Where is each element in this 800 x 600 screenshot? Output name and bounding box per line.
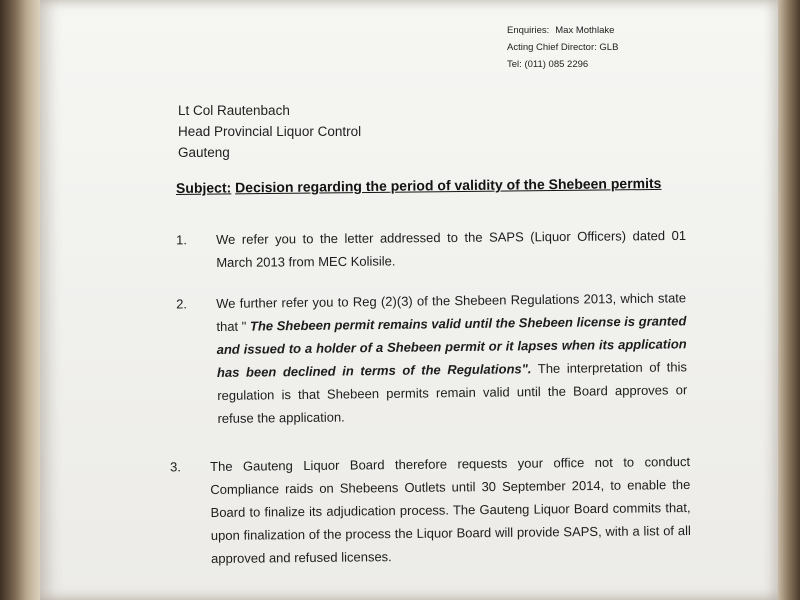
regulation-quote: The Shebeen permit remains valid until the Shebeen license is granted and issued to a holder of a Shebeen permit or it lapses when its application has been declined in terms of the Regulations". xyxy=(216,313,687,380)
letter-page xyxy=(40,0,778,600)
telephone-label: Tel: xyxy=(507,59,522,70)
subject-text: Decision regarding the period of validity of the Shebeen permits xyxy=(235,174,662,196)
paragraph-3-text: The Gauteng Liquor Board therefore requests your office not to conduct Compliance raids on Shebeens Outlets until 30 September 2014, to enable the Board to finalize its adjudication process. The Gauteng Liquor Board commits that, upon finalization of the process the Liquor Board will provide SAPS, with a list of all approved and refused licenses. xyxy=(210,453,691,566)
acting-director-row xyxy=(507,39,618,56)
paragraph-1-text: We refer you to the letter addressed to the SAPS (Liquor Officers) dated 01 March 2013 from MEC Kolisile. xyxy=(216,227,687,270)
recipient-name: Lt Col Rautenbach xyxy=(178,103,290,118)
enquiries-block xyxy=(507,22,618,73)
paragraph-1 xyxy=(176,224,687,274)
recipient-address xyxy=(178,100,361,163)
recipient-province: Gauteng xyxy=(178,145,230,160)
telephone-value: (011) 085 2296 xyxy=(524,59,589,70)
paragraph-3 xyxy=(170,450,691,570)
recipient-title: Head Provincial Liquor Control xyxy=(178,124,362,139)
acting-director-value: GLB xyxy=(599,42,619,53)
acting-director-label: Acting Chief Director: xyxy=(507,42,597,53)
telephone-row xyxy=(507,56,618,73)
paragraph-2 xyxy=(176,286,688,430)
subject-line xyxy=(176,175,662,196)
paragraph-3-number: 3. xyxy=(170,459,182,475)
paragraph-2-number: 2. xyxy=(176,296,188,312)
paragraph-2-interpretation: The interpretation of this regulation is that Shebeen permits remain valid until the Board approves or refuse the application. xyxy=(217,359,688,426)
enquiries-row xyxy=(507,22,618,39)
subject-label: Subject: xyxy=(175,179,232,196)
paragraph-2-intro: We further refer you to Reg (2)(3) of the Shebeen Regulations 2013, which state that " xyxy=(216,290,687,334)
enquiries-label: Enquiries: xyxy=(507,25,550,36)
paragraph-1-number: 1. xyxy=(176,232,188,248)
enquiries-name: Max Mothlake xyxy=(555,25,615,36)
